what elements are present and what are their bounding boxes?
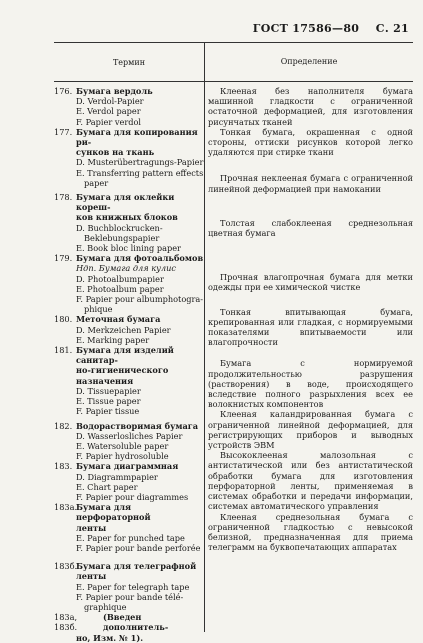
page-number: С. 21	[375, 22, 409, 35]
term-translation: F. Papier verdol	[76, 116, 142, 127]
term-entry-177	[54, 127, 204, 188]
term-translation: E. Chart paper	[76, 481, 138, 492]
term-entry-183b	[54, 561, 204, 612]
definition-182: Бумага с нормируемой продолжительностью разрушения (растворения) в воде, происходящего вследствие полного разрыхления всех ее волокнистых компонентов	[208, 358, 413, 410]
definition-177: Тонкая бумага, окрашенная с одной стороны, оттиски рисунков которой легко удаляются при стирке ткани	[208, 126, 413, 158]
term-entry-181	[54, 345, 204, 416]
definition-183b: Клееная среднезольная бумага с ограниченной гладкостью с невысокой белизной, предназначенная для приема телеграмм на буквопечатающих аппаратах	[208, 511, 413, 553]
term-title: Бумага для перфораторной	[76, 502, 151, 523]
term-number: 177.	[54, 126, 73, 137]
term-title-cont: сунков на ткань	[76, 147, 155, 158]
term-translation: E. Transferring pattern effects	[76, 167, 204, 178]
column-header-definition: Определение	[204, 43, 413, 81]
term-translation: D. Photoalbumpapier	[76, 273, 164, 284]
term-title: Водорастворимая бумага	[76, 420, 199, 431]
definition-176: Клееная без наполнителя бумага машинной гладкости с ограниченной остаточной деформацией, для изготовления рисунчатых тканей	[208, 86, 413, 127]
definition-183: Клееная каландрированная бумага с ограниченной линейной деформацией, для регистрирующих приборов и выводных устройств ЭВМ	[208, 409, 413, 451]
term-entry-176	[54, 86, 204, 127]
term-title: Бумага для изделий санитар-	[76, 345, 174, 366]
term-title-cont: ков книжных блоков	[76, 212, 178, 223]
term-translation: F. Papier pour albumphotogra-	[76, 294, 204, 305]
terms-table	[54, 42, 413, 643]
definition-178: Прочная неклееная бумага с ограниченной линейной деформацией при намокании	[208, 173, 413, 194]
column-divider	[204, 80, 205, 632]
amendment-note	[54, 612, 204, 643]
term-title-cont: ленты	[76, 571, 107, 582]
term-translation: E. Book bloc lining paper	[76, 243, 181, 254]
deprecated-term: Ндп. Бумага для кулис	[76, 263, 177, 274]
term-title-cont: ленты	[76, 522, 107, 533]
term-translation: D. Merkzeichen Papier	[76, 324, 171, 335]
term-translation: D. Diagrammpapier	[76, 471, 158, 482]
term-number: 183.	[54, 461, 73, 472]
term-translation: F. Papier tissue	[76, 406, 140, 417]
page-header	[253, 22, 409, 35]
term-translation: E. Paper for punched tape	[76, 532, 185, 543]
table-header	[54, 42, 413, 82]
term-entry-182	[54, 421, 204, 462]
term-translation: D. Tissuepapier	[76, 385, 141, 396]
term-translation: phique	[84, 304, 113, 315]
definition-179: Толстая слабоклееная среднезольная цветная бумага	[208, 217, 413, 239]
definition-181: Тонкая впитывающая бумага, крепированная или гладкая, с нормируемыми показателями впитываемости или влагопрочности	[208, 306, 413, 348]
term-translation: F. Papier pour bande télé-	[76, 591, 184, 602]
term-entry-179	[54, 253, 204, 314]
term-number: 182.	[54, 420, 73, 431]
term-translation: graphique	[84, 601, 127, 612]
term-translation: paper	[84, 177, 109, 188]
term-entry-180	[54, 314, 204, 345]
term-title: Бумага диаграммная	[76, 461, 179, 472]
terms-column	[54, 86, 204, 643]
term-number: 176.	[54, 86, 73, 96]
term-title: Бумага вердоль	[76, 86, 153, 96]
term-translation: D. Musterübertragungs-Papier	[76, 157, 204, 168]
term-number: 183а, 183б.	[54, 612, 78, 633]
term-title-cont: но-гигиенического назначения	[76, 365, 169, 386]
term-title: Бумага для копирования ри-	[76, 126, 198, 148]
term-translation: F. Papier hydrosoluble	[76, 451, 169, 462]
term-translation: D. Verdol-Papier	[76, 96, 144, 107]
term-translation: E. Photoalbum paper	[76, 283, 164, 294]
term-title: Бумага для телеграфной	[76, 561, 197, 572]
term-number: 181.	[54, 345, 73, 356]
definitions-column	[208, 86, 413, 552]
term-number: 179.	[54, 253, 73, 264]
term-translation: D. Wasserlosliches Papier	[76, 430, 183, 441]
term-title-cont: но, Изм. № 1).	[76, 632, 144, 643]
term-entry-183a	[54, 502, 204, 553]
definition-180: Прочная влагопрочная бумага для метки одежды при ее химической чистке	[208, 272, 413, 293]
term-translation: E. Watersoluble paper	[76, 440, 169, 451]
term-translation: Beklebungspapier	[84, 232, 160, 243]
term-title: (Введен дополнитель-	[103, 612, 169, 633]
term-translation: F. Papier pour diagrammes	[76, 491, 189, 502]
term-number: 178.	[54, 192, 73, 203]
term-translation: D. Buchblockrucken-	[76, 222, 163, 233]
term-title: Меточная бумага	[76, 314, 161, 325]
term-entry-178	[54, 192, 204, 253]
term-translation: E. Tissue paper	[76, 396, 141, 407]
term-translation: E. Verdol paper	[76, 106, 141, 117]
term-entry-183	[54, 461, 204, 502]
column-header-term: Термин	[112, 57, 146, 67]
term-translation: E. Paper for telegraph tape	[76, 581, 190, 592]
term-translation: F. Papier pour bande perforée	[76, 542, 201, 553]
term-title: Бумага для фотоальбомов	[76, 253, 204, 264]
term-number: 180.	[54, 314, 73, 325]
term-number: 183б.	[54, 561, 78, 572]
definition-183a: Высококлееная малозольная с антистатической или без антистатической обработки бумага для изготовления перфораторной ленты, применяемая в системах обработки и передачи информации, системах автоматического управления	[208, 450, 413, 512]
term-translation: E. Marking paper	[76, 334, 150, 345]
standard-number: ГОСТ 17586—80	[252, 22, 360, 35]
term-title: Бумага для оклейки кореш-	[76, 192, 175, 213]
term-number: 183а.	[54, 502, 78, 513]
